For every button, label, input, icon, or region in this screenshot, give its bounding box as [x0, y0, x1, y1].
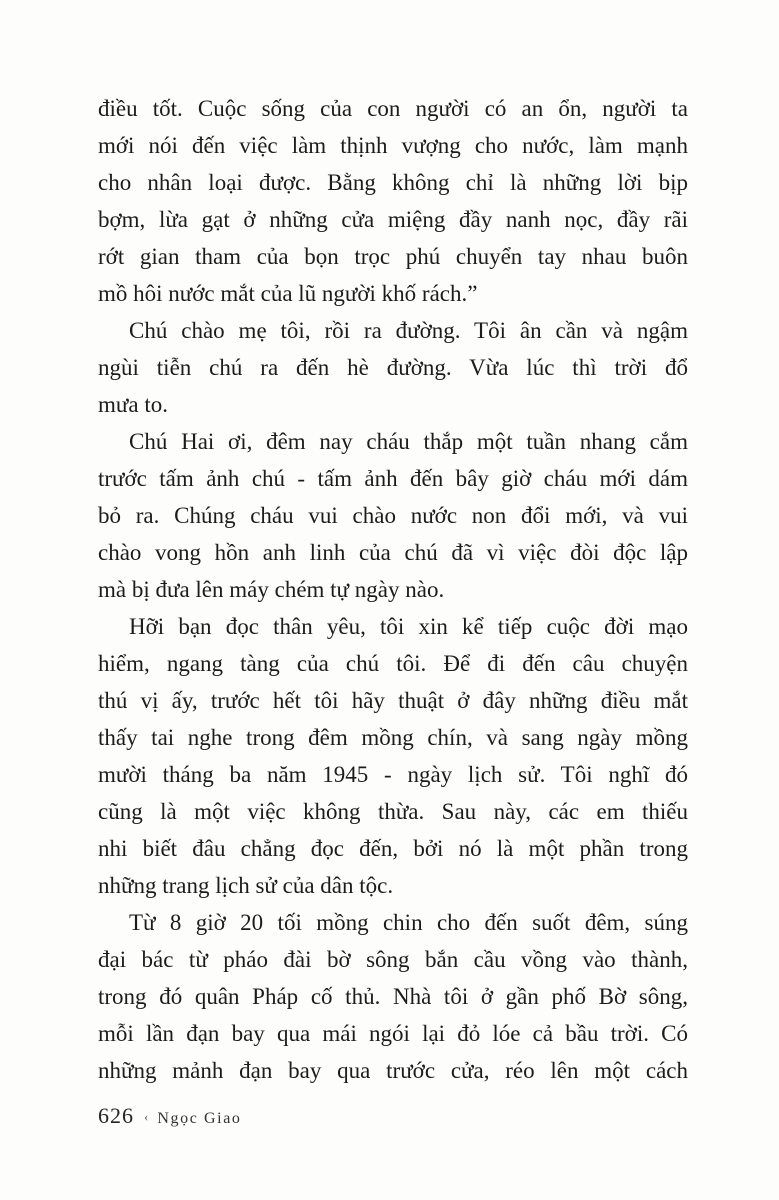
text-line: trong đó quân Pháp cố thủ. Nhà tôi ở gần phố Bờ sông, [98, 984, 688, 1009]
text-line: đại bác từ pháo đài bờ sông bắn cầu vồng vào thành, [98, 947, 688, 972]
text-line: Chú Hai ơi, đêm nay cháu thắp một tuần nhang cắm [129, 429, 688, 454]
paragraph [98, 90, 688, 312]
text-line: chào vong hồn anh linh của chú đã vì việc đòi độc lập [98, 540, 688, 565]
text-line: ngùi tiễn chú ra đến hè đường. Vừa lúc thì trời đổ [98, 355, 688, 380]
text-line: mỗi lần đạn bay qua mái ngói lại đỏ lóe cả bầu trời. Có [98, 1021, 688, 1046]
text-line: thấy tai nghe trong đêm mồng chín, và sang ngày mồng [98, 725, 688, 750]
text-line: nhi biết đâu chẳng đọc đến, bởi nó là một phần trong [98, 836, 688, 861]
text-line: những mảnh đạn bay qua trước cửa, réo lên một cách [98, 1058, 688, 1083]
text-line: bỏ ra. Chúng cháu vui chào nước non đổi mới, và vui [98, 503, 688, 528]
paragraph [98, 312, 688, 423]
paragraph [98, 608, 688, 904]
text-line: rớt gian tham của bọn trọc phú chuyển tay nhau buôn [98, 244, 688, 269]
text-line: Chú chào mẹ tôi, rồi ra đường. Tôi ân cần và ngậm [129, 318, 688, 343]
text-line: bợm, lừa gạt ở những cửa miệng đầy nanh nọc, đầy rãi [98, 207, 688, 232]
text-line: trước tấm ảnh chú - tấm ảnh đến bây giờ cháu mới dám [98, 466, 688, 491]
text-block [98, 90, 688, 1089]
text-line: mười tháng ba năm 1945 - ngày lịch sử. Tôi nghĩ đó [98, 762, 688, 787]
footer-separator: ‹ [144, 1109, 149, 1124]
text-line: hiểm, ngang tàng của chú tôi. Để đi đến câu chuyện [98, 651, 688, 676]
paragraph [98, 904, 688, 1089]
text-line: mưa to. [98, 392, 168, 417]
text-line: mà bị đưa lên máy chém tự ngày nào. [98, 577, 445, 602]
text-line: Từ 8 giờ 20 tối mồng chin cho đến suốt đêm, súng [129, 910, 688, 935]
text-line: những trang lịch sử của dân tộc. [98, 873, 394, 898]
page-footer [98, 1103, 242, 1129]
author-name: Ngọc Giao [157, 1110, 242, 1127]
text-line: mới nói đến việc làm thịnh vượng cho nước, làm mạnh [98, 133, 688, 158]
paragraph [98, 423, 688, 608]
text-line: mồ hôi nước mắt của lũ người khố rách.” [98, 281, 478, 306]
text-line: điều tốt. Cuộc sống của con người có an ổn, người ta [98, 96, 688, 121]
text-line: Hỡi bạn đọc thân yêu, tôi xin kể tiếp cuộc đời mạo [129, 614, 688, 639]
page-number: 626 [98, 1103, 134, 1128]
text-line: thú vị ấy, trước hết tôi hãy thuật ở đây những điều mắt [98, 688, 688, 713]
text-line: cũng là một việc không thừa. Sau này, các em thiếu [98, 799, 688, 824]
text-line: cho nhân loại được. Bằng không chỉ là những lời bịp [98, 170, 688, 195]
